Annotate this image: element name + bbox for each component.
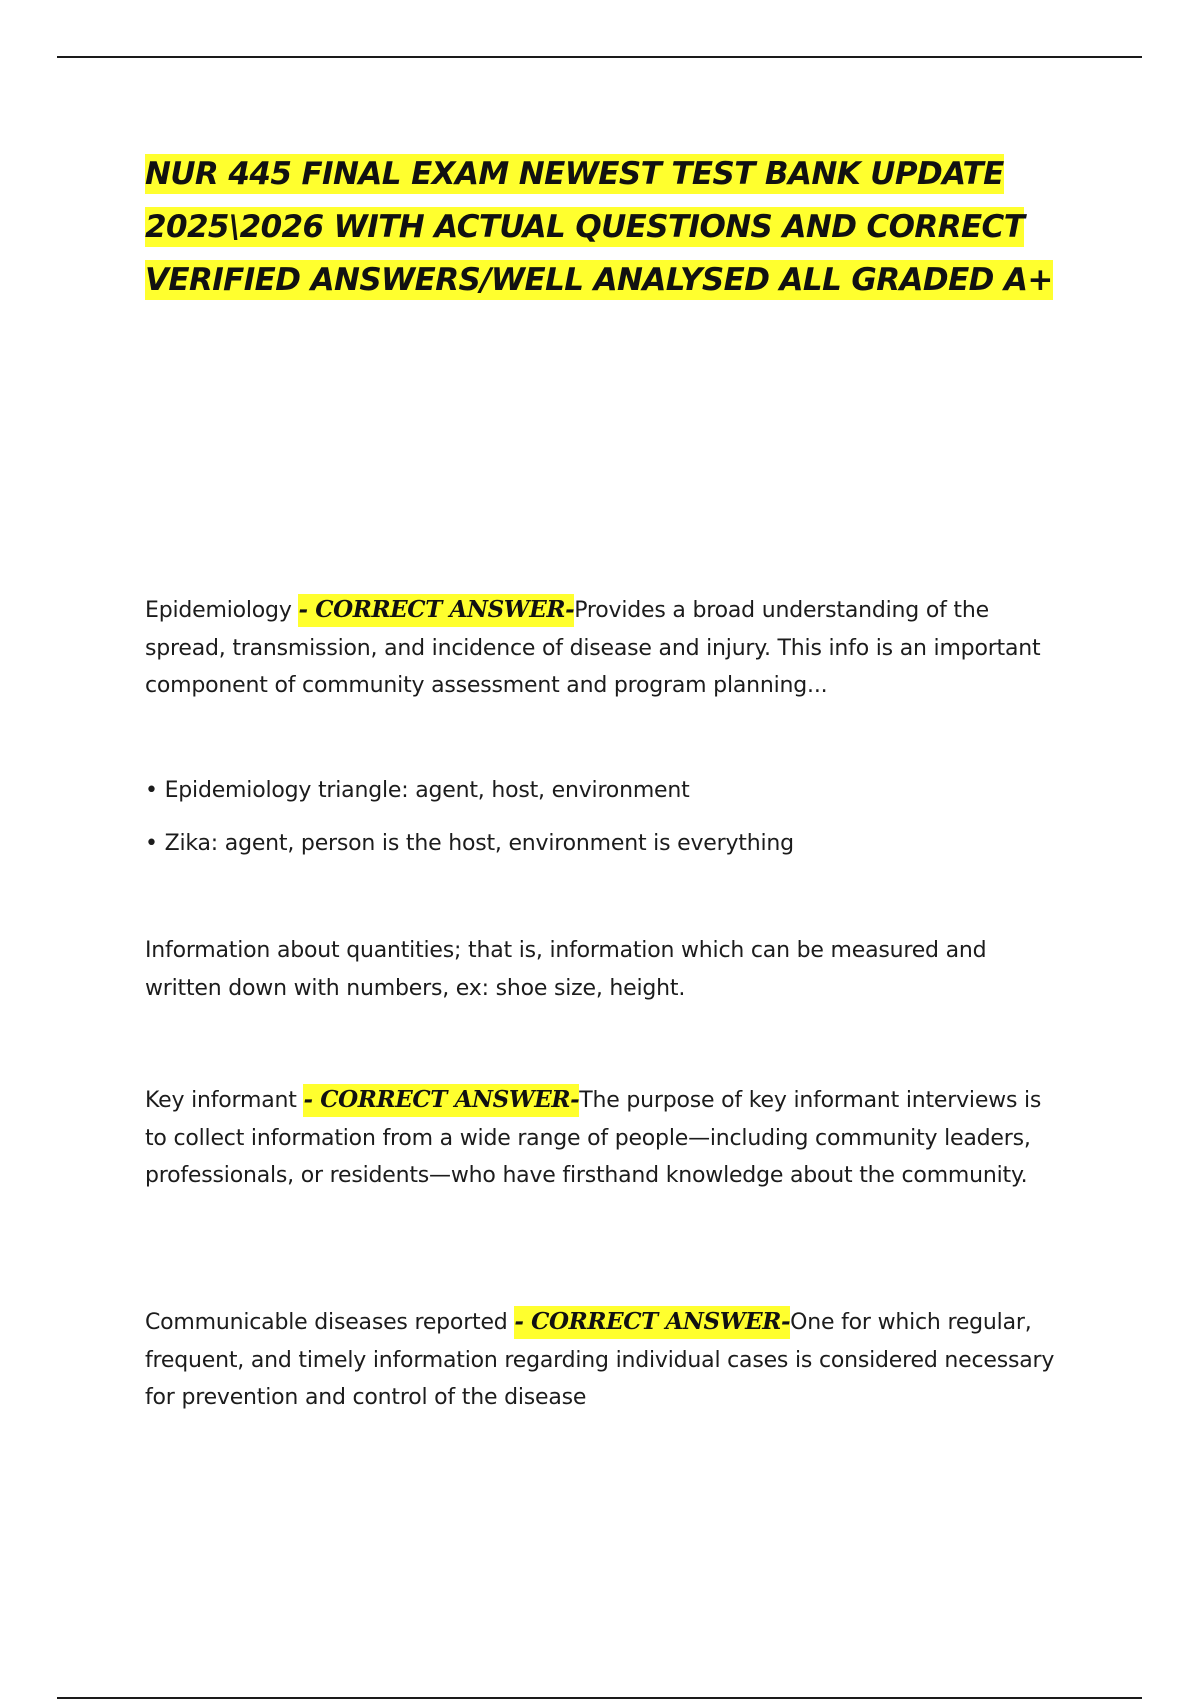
document-title xyxy=(145,148,1085,307)
correct-answer-tag: - CORRECT ANSWER- xyxy=(303,1084,579,1117)
entry-communicable-diseases xyxy=(145,1303,1065,1417)
title-line-1: NUR 445 FINAL EXAM NEWEST TEST BANK UPDATE xyxy=(145,156,1004,192)
standalone-paragraph: Information about quantities; that is, information which can be measured and written down with numbers, ex: shoe size, height. xyxy=(145,938,987,1001)
entry-definition: Provides a broad understanding of the spread, transmission, and incidence of disease and injury. This info is an important component of community assessment and program planning... xyxy=(145,598,1041,698)
top-rule xyxy=(57,56,1142,58)
bullet-item: • Zika: agent, person is the host, environment is everything xyxy=(145,831,794,856)
entry-definition: One for which regular, frequent, and timely information regarding individual cases is considered necessary for prevention and control of the disease xyxy=(145,1310,1055,1410)
entry-term: Epidemiology xyxy=(145,598,299,623)
entry-key-informant xyxy=(145,1081,1065,1195)
entry-term: Communicable diseases reported xyxy=(145,1310,515,1335)
title-line-3: VERIFIED ANSWERS/WELL ANALYSED ALL GRADED A+ xyxy=(145,262,1053,298)
title-line-2: 2025\2026 WITH ACTUAL QUESTIONS AND CORRECT xyxy=(145,209,1025,245)
entry-definition: The purpose of key informant interviews is to collect information from a wide range of people—including community leaders, professionals, or residents—who have firsthand knowledge about the community. xyxy=(145,1088,1042,1188)
bottom-rule xyxy=(57,1697,1142,1699)
bullet-item: • Epidemiology triangle: agent, host, environment xyxy=(145,778,690,803)
correct-answer-tag: - CORRECT ANSWER- xyxy=(298,594,574,627)
entry-epidemiology xyxy=(145,591,1065,705)
entry-term: Key informant xyxy=(145,1088,304,1113)
correct-answer-tag: - CORRECT ANSWER- xyxy=(514,1306,790,1339)
